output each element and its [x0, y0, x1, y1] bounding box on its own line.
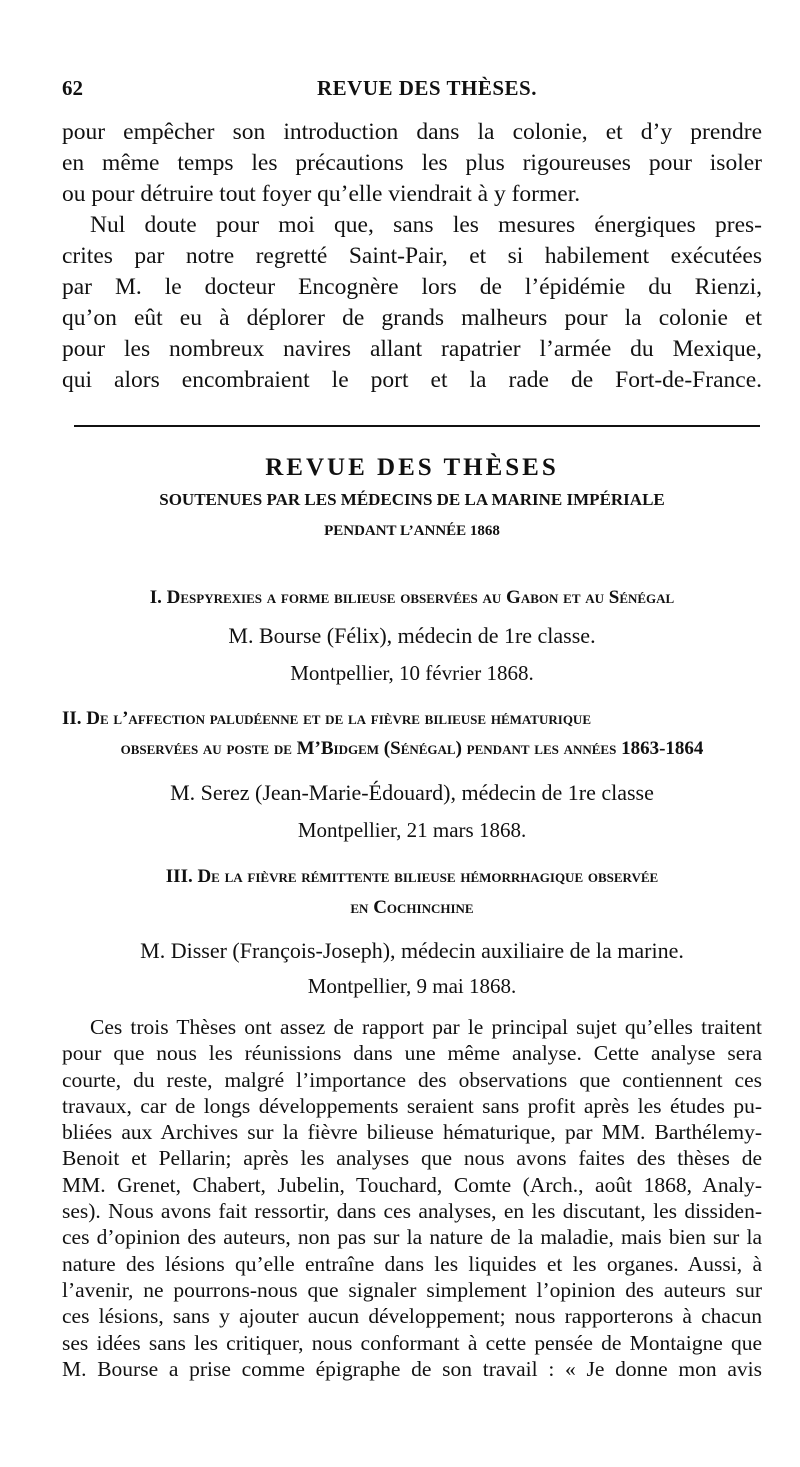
- running-header: [62, 74, 738, 104]
- thesis-place-date-2: Montpellier, 21 mars 1868.: [297, 818, 527, 842]
- text-line: Benoit et Pellarin; après les analyses que nous avons faites des thèses de: [62, 1146, 762, 1171]
- thesis-author-1: M. Bourse (Félix), médecin de 1re classe.: [228, 623, 596, 648]
- page-number: 62: [62, 76, 83, 100]
- text-line: ou pour détruire tout foyer qu’elle viendrait à y former.: [62, 181, 581, 207]
- epidemic-paragraph: [62, 210, 762, 396]
- text-line: courte, du reste, malgré l’importance des observations que contiennent ces: [62, 1067, 762, 1092]
- section-title: REVUE DES THÈSES: [265, 454, 559, 481]
- thesis-place-date-1: Montpellier, 10 février 1868.: [290, 661, 534, 685]
- thesis-title-3-line-2: en Cochinchine: [350, 897, 474, 918]
- text-line: MM. Grenet, Chabert, Jubelin, Touchard, Comte (Arch., août 1868, Analy-: [62, 1172, 762, 1197]
- text-line: Nul doute pour moi que, sans les mesures énergiques pres-: [90, 212, 762, 238]
- section-subtitle: SOUTENUES PAR LES MÉDECINS DE LA MARINE IMPÉRIALE: [159, 490, 665, 509]
- text-line: qu’on eût eu à déplorer de grands malheurs pour la colonie et: [62, 305, 762, 331]
- text-line: l’avenir, ne pourrons-nous que signaler simplement l’opinion des auteurs sur: [62, 1277, 762, 1302]
- thesis-place-date-3: Montpellier, 9 mai 1868.: [307, 974, 517, 998]
- running-title: REVUE DES THÈSES.: [317, 76, 537, 100]
- analysis-paragraph: [62, 1014, 762, 1382]
- text-line: crites par notre regretté Saint-Pair, et si habilement exécutées: [62, 243, 762, 269]
- thesis-title-3-line-1: III. De la fièvre rémittente bilieuse hémorrhagique observée: [165, 866, 659, 887]
- text-line: pour empêcher son introduction dans la colonie, et d’y prendre: [62, 119, 762, 145]
- text-line: M. Bourse a prise comme épigraphe de son travail : « Je donne mon avis: [62, 1356, 762, 1381]
- text-line: pour les nombreux navires allant rapatrier l’armée du Mexique,: [62, 336, 762, 362]
- text-line: pour que nous les réunissions dans une même analyse. Cette analyse sera: [62, 1041, 762, 1066]
- text-line: bliées aux Archives sur la fièvre bilieuse hématurique, par MM. Barthélemy-: [62, 1120, 762, 1145]
- text-line: travaux, car de longs développements seraient sans profit après les études pu-: [62, 1093, 762, 1118]
- intro-paragraph: [62, 117, 762, 210]
- text-line: en même temps les précautions les plus rigoureuses pour isoler: [62, 150, 762, 176]
- text-line: ces lésions, sans y ajouter aucun développement; nous rapporterons à chacun: [62, 1304, 762, 1329]
- thesis-author-3: M. Disser (François-Joseph), médecin auxiliaire de la marine.: [140, 938, 684, 963]
- text-line: Ces trois Thèses ont assez de rapport par le principal sujet qu’elles traitent: [90, 1015, 762, 1039]
- thesis-title-2-line-2: observées au poste de M’Bidgem (Sénégal) pendant les années 1863-1864: [120, 738, 704, 759]
- thesis-title-2-line-1: II. De l’affection paludéenne et de la fièvre bilieuse hématurique: [62, 708, 591, 729]
- text-line: qui alors encombraient le port et la rade de Fort-de-France.: [62, 367, 762, 393]
- section-divider: [74, 425, 760, 427]
- text-line: ses idées sans les critiquer, nous conformant à cette pensée de Montaigne que: [62, 1330, 762, 1355]
- section-year-line: PENDANT L’ANNÉE 1868: [324, 523, 500, 539]
- thesis-title-1: I. Despyrexies a forme bilieuse observées au Gabon et au Sénégal: [149, 587, 675, 608]
- thesis-author-2: M. Serez (Jean-Marie-Édouard), médecin de 1re classe: [170, 780, 654, 805]
- text-line: ses). Nous avons fait ressortir, dans ces analyses, en les discutant, les dissiden-: [62, 1199, 762, 1224]
- text-line: nature des lésions qu’elle entraîne dans les liquides et les organes. Aussi, à: [62, 1251, 762, 1276]
- text-line: par M. le docteur Encognère lors de l’épidémie du Rienzi,: [62, 274, 762, 300]
- text-line: ces d’opinion des auteurs, non pas sur la nature de la maladie, mais bien sur la: [62, 1225, 762, 1250]
